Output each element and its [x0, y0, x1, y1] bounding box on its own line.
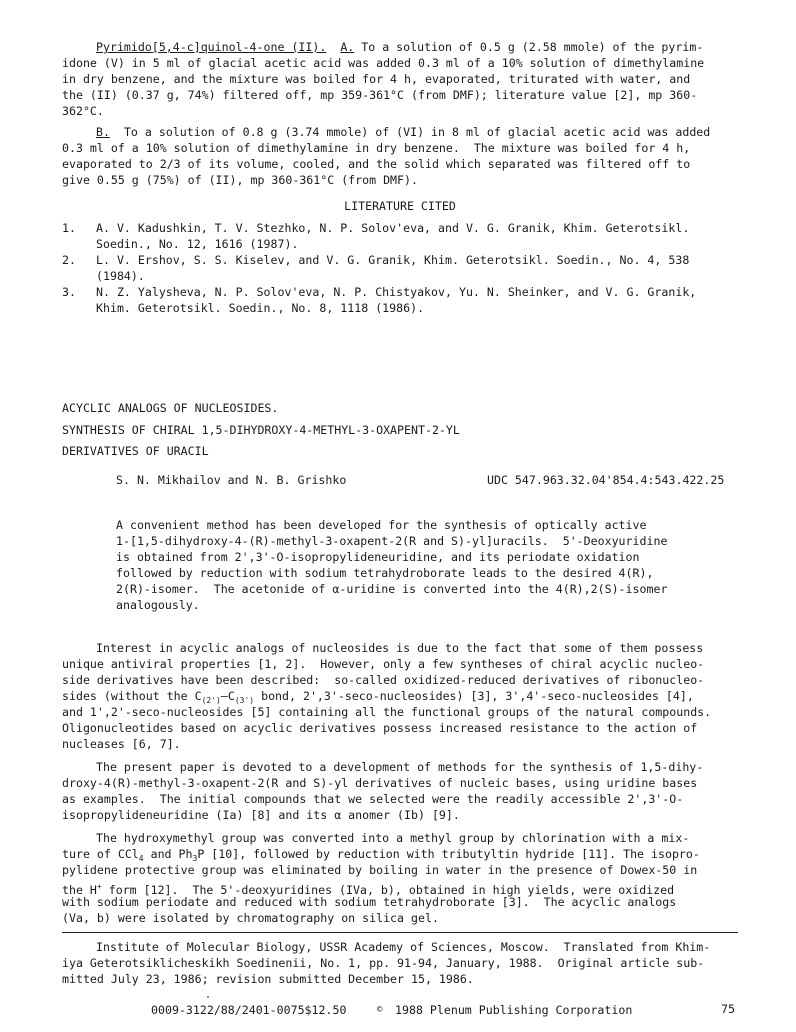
text-line: The hydroxymethyl group was converted into a methyl group by chlorination with a mix-	[96, 831, 690, 845]
text-line: the H+ form [12]. The 5'-deoxyuridines (IVa, b), obtained in high yields, were oxidized	[62, 882, 675, 897]
text-line: nucleases [6, 7].	[62, 737, 181, 751]
text-line: as examples. The initial compounds that we selected were the readily accessible 2',3'-O-	[62, 792, 684, 806]
text-line: followed by reduction with sodium tetrahydroborate leads to the desired 4(R),	[116, 566, 654, 580]
text-line: (1984).	[96, 269, 145, 283]
reference-number: 1.	[62, 221, 76, 235]
literature-heading: LITERATURE CITED	[344, 199, 456, 213]
text-line: analogously.	[116, 598, 200, 612]
text-line: To a solution of 0.5 g (2.58 mmole) of the pyrim-	[361, 40, 704, 54]
text-line: 0.3 ml of a 10% solution of dimethylamine in dry benzene. The mixture was boiled for 4 h,	[62, 141, 691, 155]
text-line: To a solution of 0.8 g (3.74 mmole) of (VI) in 8 ml of glacial acetic acid was added	[123, 125, 711, 139]
article-title-line: SYNTHESIS OF CHIRAL 1,5-DIHYDROXY-4-METHYL-3-OXAPENT-2-YL	[62, 423, 460, 437]
speck-mark	[207, 996, 209, 998]
text-line: Khim. Geterotsikl. Soedin., No. 8, 1118 (1986).	[96, 301, 425, 315]
text-line: N. Z. Yalysheva, N. P. Solov'eva, N. P. Chistyakov, Yu. N. Sheinker, and V. G. Granik,	[96, 285, 697, 299]
text-line: A convenient method has been developed for the synthesis of optically active	[116, 518, 647, 532]
article-title-line: ACYCLIC ANALOGS OF NUCLEOSIDES.	[62, 401, 279, 415]
text-line: droxy-4(R)-methyl-3-oxapent-2(R and S)-yl derivatives of nucleic bases, using uridine bases	[62, 776, 698, 790]
text-line: Soedin., No. 12, 1616 (1987).	[96, 237, 299, 251]
compound-title: Pyrimido[5,4-c]quinol-4-one (II).	[96, 40, 327, 54]
text-line: give 0.55 g (75%) of (II), mp 360-361°C (from DMF).	[62, 173, 418, 187]
procedure-label-a: A.	[340, 40, 355, 54]
text-line: idone (V) in 5 ml of glacial acetic acid was added 0.3 ml of a 10% solution of dimethylamine	[62, 56, 705, 70]
text-line: Institute of Molecular Biology, USSR Academy of Sciences, Moscow. Translated from Khim-	[96, 940, 711, 954]
text-line: side derivatives have been described: so-called oxidized-reduced derivatives of ribonucleo-	[62, 673, 705, 687]
text-line: iya Geterotsiklicheskikh Soedinenii, No. 1, pp. 91-94, January, 1988. Original article sub-	[62, 956, 705, 970]
text-line: 1-[1,5-dihydroxy-4-(R)-methyl-3-oxapent-2(R and S)-yl]uracils. 5'-Deoxyuridine	[116, 534, 668, 548]
text-line: and 1',2'-seco-nucleosides [5] containing all the functional groups of the natural compounds.	[62, 705, 712, 719]
text-line: sides (without the $C_{(2')}—C_{(3')}$ bond, 2',3'-seco-nucleosides) [3], 3',4'-seco-nucleosides [4],	[62, 689, 694, 705]
publisher: 1988 Plenum Publishing Corporation	[395, 1003, 633, 1017]
article-code: 0009-3122/88/2401-0075$12.50	[151, 1003, 347, 1017]
page-number: 75	[721, 1002, 735, 1016]
text-line: A. V. Kadushkin, T. V. Stezhko, N. P. Solov'eva, and V. G. Granik, Khim. Geterotsikl.	[96, 221, 690, 235]
text-line: unique antiviral properties [1, 2]. However, only a few syntheses of chiral acyclic nucleo-	[62, 657, 705, 671]
text-line: pylidene protective group was eliminated by boiling in water in the presence of Dowex-50 in	[62, 863, 698, 877]
article-title-line: DERIVATIVES OF URACIL	[62, 444, 209, 458]
udc-code: UDC 547.963.32.04'854.4:543.422.25	[487, 473, 725, 487]
procedure-label-b: B.	[96, 125, 110, 139]
text-line: Interest in acyclic analogs of nucleosides is due to the fact that some of them possess	[96, 641, 704, 655]
text-line: ture of CCl$_4$ and $Ph_3P$ [10], followed by reduction with tributyltin hydride [11]. The isopro-	[62, 847, 700, 863]
text-line: is obtained from 2',3'-O-isopropylideneuridine, and its periodate oxidation	[116, 550, 640, 564]
text-line: with sodium periodate and reduced with sodium tetrahydroborate [3]. The acyclic analogs	[62, 895, 677, 909]
text-line: evaporated to 2/3 of its volume, cooled, and the solid which separated was filtered off to	[62, 157, 691, 171]
reference-number: 2.	[62, 253, 76, 267]
text-line: 2(R)-isomer. The acetonide of α-uridine is converted into the 4(R),2(S)-isomer	[116, 582, 668, 596]
text-line: mitted July 23, 1986; revision submitted December 15, 1986.	[62, 972, 474, 986]
text-line: 362°C.	[62, 104, 104, 118]
text-line: in dry benzene, and the mixture was boiled for 4 h, evaporated, triturated with water, and	[62, 72, 691, 86]
authors: S. N. Mikhailov and N. B. Grishko	[116, 473, 347, 487]
copyright-symbol: ©	[377, 1005, 383, 1015]
text-line: L. V. Ershov, S. S. Kiselev, and V. G. Granik, Khim. Geterotsikl. Soedin., No. 4, 538	[96, 253, 690, 267]
text-line: isopropylideneuridine (Ia) [8] and its α anomer (Ib) [9].	[62, 808, 460, 822]
reference-number: 3.	[62, 285, 76, 299]
text-line: the (II) (0.37 g, 74%) filtered off, mp 359-361°C (from DMF); literature value [2], mp 360-	[62, 88, 698, 102]
text-line: (Va, b) were isolated by chromatography on silica gel.	[62, 911, 439, 925]
footnote-divider	[62, 932, 738, 933]
text-line: Oligonucleotides based on acyclic derivatives possess increased resistance to the action of	[62, 721, 698, 735]
text-line: The present paper is devoted to a development of methods for the synthesis of 1,5-dihy-	[96, 760, 704, 774]
